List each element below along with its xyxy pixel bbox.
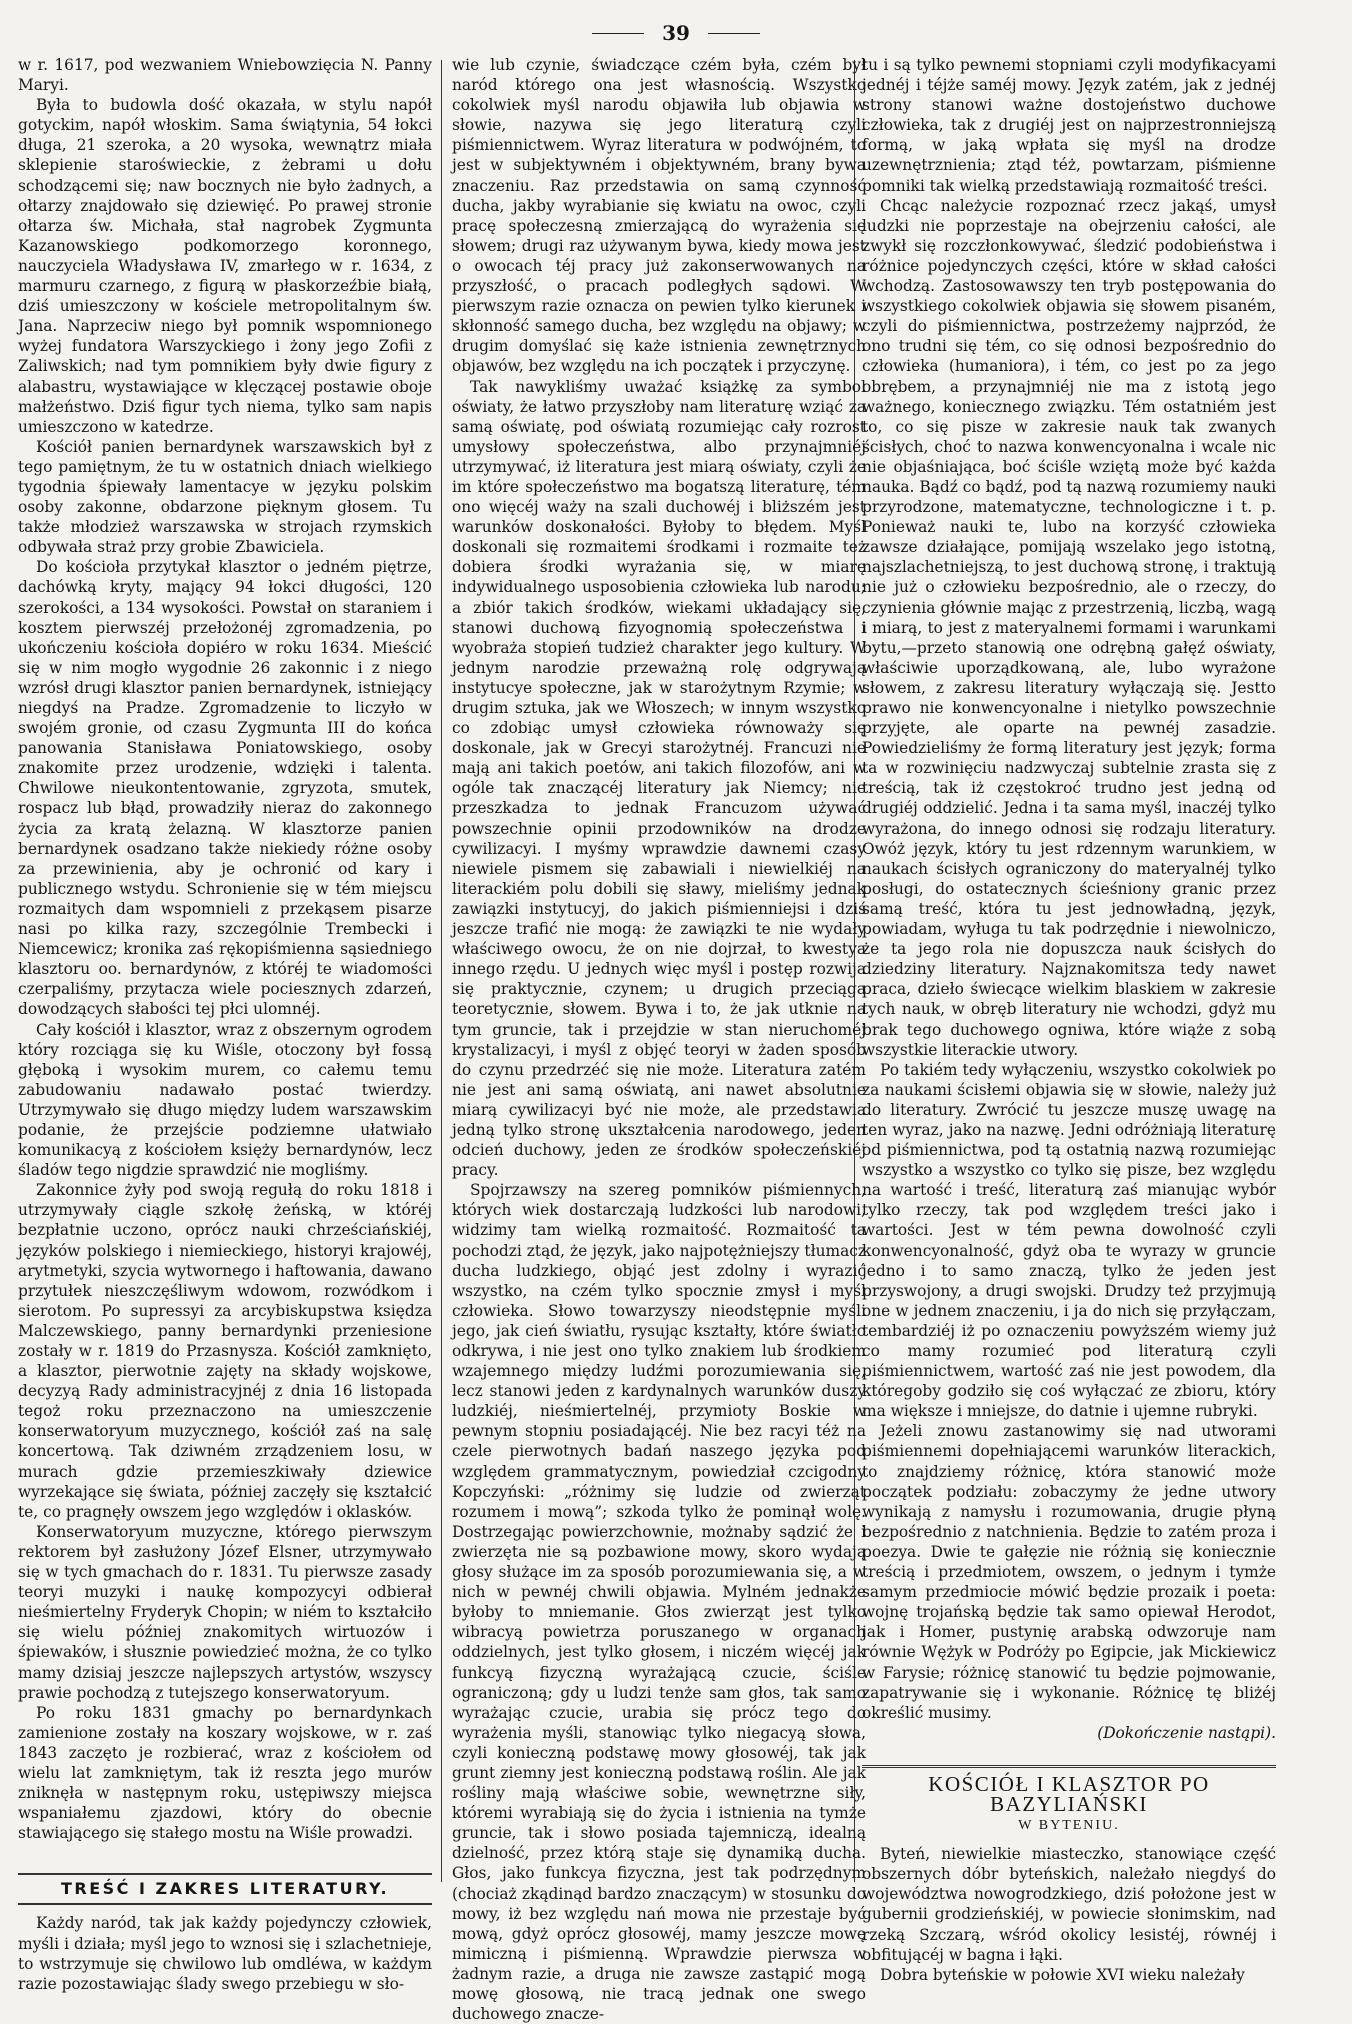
paragraph: Konserwatoryum muzyczne, którego pierwszym rektorem był zasłużony Józef Elsner, utrzymywało się w tych gmachach do r. 1831. Tu pierwsze zasady teoryi muzyki i naukę kompozycyi odbierał nieśmiertelny Fryderyk Chopin; w niém to kształciło się wielu później znakomitych wirtuozów i śpiewaków, i słusznie powiedzieć można, że co tylko mamy dzisiaj jeszcze najlepszych artystów, wszyscy prawie pochodzą z tutejszego konserwatoryum.	[18, 1522, 432, 1702]
paragraph: Po takiém tedy wyłączeniu, wszystko cokolwiek po za naukami ścisłemi objawia się w słowie, należy już do literatury. Zwrócić tu jeszcze muszę uwagę na ten wyraz, jako na nazwę. Jedni odróżniają literaturę od piśmiennictwa, pod tą ostatnią nazwą rozumiejąc wszystko a wszystko co tylko się pisze, bez względu na wartość i treść, literaturą zaś mianując wybór tylko rzeczy, tak pod względem treści jako i wartości. Jest w tém pewna dowolność czyli konwencyonalność, gdyż oba te wyrazy w gruncie jedno i to samo znaczą, tylko że jeden jest przyswojony, a drugi swojski. Drudzy też przyjmują one w jednem znaczeniu, i ja do nich się przyłączam, tembardziéj iż po oznaczeniu powyższém wiemy już co mamy rozumieć pod literaturą czyli piśmiennictwem, wartość zaś nie jest powodem, dla któregoby godziło się coś wyłączać ze zbioru, który ma większe i mniejsze, do datnie i ujemne rubryki.	[862, 1060, 1276, 1421]
paragraph: Kościół panien bernardynek warszawskich był z tego pamiętnym, że tu w ostatnich dniach wielkiego tygodnia śpiewały lamentacye w języku polskim osoby zakonne, obdarzone pięknym głosem. Tu także młodzież warszawska w strojach rzymskich odbywała straż przy grobie Zbawiciela.	[18, 437, 432, 557]
paragraph: Tak nawykliśmy uważać książkę za symbol oświaty, że łatwo przyszłoby nam literaturę wziąć za samą oświatę, pod oświatą rozumiejąc cały rozrost umysłowy społeczeństwa, albo przynajmniéj utrzymywać, iż literatura jest miarą oświaty, czyli że im które społeczeństwo ma bogatszą literaturę, tém ono więcéj waży na szali duchowéj i bliższém jest warunków doskonałości. Byłoby to błędem. Myśl doskonali się rozmaitemi środkami i rozmaite też dobiera środki wyrażania się, w miarę indywidualnego usposobienia człowieka lub narodu; a zbiór takich środków, wiekami układający się, stanowi duchową fizyognomią społeczeństwa i wyobraża stopień tudzież charakter jego kultury. W jednym narodzie przeważną rolę odgrywają instytucye społeczne, jak w starożytnym Rzymie; w drugim sztuka, jak we Włoszech; w innym wszystko co zdobiąc umysł człowieka równoważy się doskonale, jak w Grecyi starożytnéj. Francuzi nie mają ani takich poetów, ani takich filozofów, ani w ogóle tak znaczącéj literatury jak Niemcy; nie przeszkadza to jednak Francuzom używać powszechnie opinii przodowników na drodze cywilizacyi. I myśmy wprawdzie dawnemi czasy niewiele pismem się zabawiali i niewielkiéj na literackiém polu dobili się sławy, mieliśmy jednak zawiązki instytucyj, do jakich piśmienniejsi i dziś jeszcze trafić nie mogą: że zawiązki te nie wydały właściwego owocu, że on nie dojrzał, to kwestya innego rzędu. U jednych więc myśl i postęp rozwija się praktycznie, czynem; u drugich przeciąga teoretycznie, słowem. Bywa i to, że jak utknie na tym gruncie, tak i przejdzie w stan nieruchoméj krystalizacyi, i myśl z objęć teoryi w żaden sposób do czynu przedrzéć się nie może. Literatura zatém nie jest ani samą oświatą, ani nawet absolutnie miarą cywilizacyi być nie może, ale przedstawia jedną tylko stronę ukształcenia narodowego, jeden odcień duchowy, jeden ze środków społeczeńskiéj pracy.	[452, 377, 866, 1180]
continuation-note: (Dokończenie nastąpi).	[1097, 1723, 1276, 1742]
paragraph: w r. 1617, pod wezwaniem Wniebowzięcia N. Panny Maryi.	[18, 56, 432, 95]
paragraph: Jeżeli znowu zastanowimy się nad utworami piśmiennemi dopełniającemi warunków literackich, to znajdziemy różnicę, która stanowić może początek podziału: zobaczymy że jedne utwory wynikają z namysłu i rozumowania, drugie płyną bezpośrednio z natchnienia. Będzie to zatém proza i poezya. Dwie te gałęzie nie różnią się koniecznie treścią i przedmiotem, owszem, o jednym i tymże samym przedmiocie mówić będzie prozaik i poeta: wojnę trojańską będzie tak samo opiewał Herodot, jak i Homer, pustynię arabską odwzoruje nam równie Wężyk w Podróży po Egipcie, jak Mickiewicz w Farysie; różnicę stanowić tu będzie pojmowanie, zapatrywanie się i wykonanie. Różnicę tę bliżéj określić musimy.	[862, 1422, 1276, 1722]
page-header	[0, 18, 1352, 48]
header-dash-left	[592, 33, 644, 34]
column-3	[862, 55, 1276, 1984]
section-title-kosciol: KOŚCIÓŁ I KLASZTOR PO BAZYLIAŃSKI	[862, 1765, 1276, 1814]
paragraph: Każdy naród, tak jak każdy pojedynczy człowiek, myśli i działa; myśl jego to wznosi się i szlachetnieje, to wstrzymuje się chwilowo lub omdléwa, w każdym razie pozostawiając ślady swego przebiegu w sło-	[18, 1914, 432, 1993]
column-2	[452, 55, 866, 2024]
section-subtitle-kosciol: W BYTENIU.	[1018, 1818, 1120, 1834]
page-number: 39	[662, 21, 690, 45]
paragraph: Dobra byteńskie w połowie XVI wieku należały	[880, 1965, 1245, 1984]
paragraph: Cały kościół i klasztor, wraz z obszernym ogrodem który rozciąga się ku Wiśle, otoczony był fossą głęboką i wysokim murem, co całemu temu zabudowaniu nadawało postać twierdzy. Utrzymywało się długo między ludem warszawskim podanie, że przejście podziemne ułatwiało komunikacyą z kościołem księży bernardynów, lecz śladów tego nigdzie sprawdzić nie mogliśmy.	[18, 1020, 432, 1180]
paragraph: Byteń, niewielkie miasteczko, stanowiące część obszernych dóbr byteńskich, należało niegdyś do województwa nowogrodzkiego, dziś położone jest w gubernii grodzieńskiéj, w powiecie słonimskim, nad rzeką Szczarą, wśród okolicy lesistéj, równéj i obfitującéj w bagna i łąki.	[862, 1845, 1276, 1964]
column-1	[18, 55, 432, 1993]
section-title-literatura: TREŚĆ I ZAKRES LITERATURY.	[18, 1873, 432, 1905]
paragraph: Zakonnice żyły pod swoją regułą do roku 1818 i utrzymywały ciągle szkołę żeńską, w któréj bezpłatnie uczono, oprócz nauki chrześciańskiéj, języków polskiego i niemieckiego, historyi krajowéj, arytmetyki, szycia wytwornego i haftowania, dawano przytułek nieszczęśliwym wdowom, rozwódkom i sierotom. Po supressyi za arcybiskupstwa księdza Malczewskiego, panny bernardynki przeniesione zostały w r. 1819 do Przasnysza. Kościół zamknięto, a klasztor, pierwotnie zajęty na składy wojskowe, decyzyą Rady administracyjnéj z dnia 16 listopada tegoż roku przeznaczono na umieszczenie konserwatoryum muzycznego, kościół zaś na salę koncertową. Tak dziwném zrządzeniem losu, w murach gdzie przemieszkiwały dziewice wyrzekające się świata, później zaczęły się kształcić te, co pragnęły owszem jego względów i oklasków.	[18, 1181, 432, 1521]
paragraph: Do kościoła przytykał klasztor o jedném piętrze, dachówką kryty, mający 94 łokci długości, 120 szerokości, a 134 wysokości. Powstał on staraniem i kosztem pierwszéj przełożonéj zgromadzenia, po ukończeniu kościoła dopiéro w roku 1634. Mieścić się w nim mogło wygodnie 26 zakonnic i z niego wzrósł drugi klasztor panien bernardynek, istniejący niegdyś na Pradze. Zgromadzenie to liczyło w swojém gronie, od czasu Zygmunta III do końca panowania Stanisława Poniatowskiego, osoby znakomite przez urodzenie, wdzięki i talenta. Chwilowe nieukontentowanie, zgryzota, smutek, rospacz lub błąd, prowadziły nieraz do zakonnego życia za kratą żelazną. W klasztorze panien bernardynek osadzano także niekiedy różne osoby za przewinienia, aby je ochronić od kary i publicznego wstydu. Schronienie się w tém miejscu rozmaitych dam wspomnieli z przekąsem pisarze nasi po kilka razy, szczególnie Trembecki i Niemcewicz; kronika zaś rękopiśmienna sąsiedniego klasztoru oo. bernardynów, z któréj te wiadomości czerpaliśmy, przytacza wiele pociesznych zdarzeń, dowodzących słabości tej płci ulomnéj.	[18, 558, 432, 1019]
paragraph: Chcąc należycie rozpoznać rzecz jakąś, umysł ludzki nie poprzestaje na obejrzeniu całości, ale zwykł się rozczłonkowywać, śledzić podobieństwa i różnice pojedynczych części, które w skład całości wchodzą. Zastosowawszy ten tryb postępowania do wszystkiego cokolwiek objawia się słowem pisaném, czyli do piśmiennictwa, postrzeżemy najprzód, że ono trudni się tém, co się odnosi bezpośrednio do człowieka (humaniora), i tém, co jest po za jego obrębem, a przynajmniéj nie ma z istotą jego ważnego, koniecznego związku. Tém ostatniém jest to, co się pisze w zakresie nauk tak zwanych ścisłych, choć to nazwa konwencyonalna i wcale nic nie objaśniająca, boć ściśle wziętą może być każda nauka. Bądź co bądź, pod tą nazwą rozumiemy nauki przyrodzone, matematyczne, technologiczne i t. p. Ponieważ nauki te, lubo na korzyść człowieka zawsze działające, pomijają wszelako jego istotną, najszlachetniejszą, to jest duchową stronę, i traktują nie już o człowieku bezpośrednio, ale o rzeczy, do czynienia głównie mając z przestrzenią, liczbą, wagą i miarą, to jest z materyalnemi formami i warunkami bytu,—przeto stanowią one odrębną gałęź oświaty, właściwie uporządkowaną, ale, lubo wyrażone słowem, z zakresu literatury wyłączają się. Jestto prawo nie konwencyonalne i nietylko powszechnie przyjęte, ale oparte na pewnéj zasadzie. Powiedzieliśmy że formą literatury jest język; forma ta w rozwinięciu nadzwyczaj subtelnie zrasta się z treścią, tak iż częstokroć trudno jest jedną od drugiéj oddzielić. Jedna i ta sama myśl, inaczéj tylko wyrażona, do innego odnosi się rodzaju literatury. Owóż język, który tu jest rdzennym warunkiem, w naukach ścisłych ograniczony do materyalnéj tylko posługi, do ostatecznych ścieśniony granic przez samą treść, która tu jest jednowładną, język, powiadam, wyługa tu tak podrzędnie i niewolniczo, że ta jego rola nie dopuszcza nauk ścisłych do dziedziny literatury. Najznakomitsza tedy nawet praca, dzieło świecące wielkim blaskiem w zakresie tych nauk, w obręb literatury nie wchodzi, gdyż mu brak tego duchowego ogniwa, które wiąże z sobą wszystkie literackie utwory.	[862, 196, 1276, 1059]
paragraph: tu i są tylko pewnemi stopniami czyli modyfikacyami jednéj i téjże saméj mowy. Język zatém, jak z jednéj strony stanowi ważne dostojeństwo duchowe człowieka, tak z drugiéj jest on najprzestronniejszą formą, w jaką wpłata się myśl na drodze uzewnętrznienia; ztąd téż, powtarzam, piśmienne pomniki tak wielką przedstawiają rozmaitość treści.	[862, 56, 1276, 195]
paragraph: Po roku 1831 gmachy po bernardynkach zamienione zostały na koszary wojskowe, w r. zaś 1843 zaczęto je rozbierać, wraz z kościołem od wielu lat zamkniętym, tak iż reszta jego murów zniknęła w następnym roku, ustępiwszy miejsca wspaniałemu zjazdowi, który do obecnie stawiającego się stałego mostu na Wiśle prowadzi.	[18, 1703, 432, 1843]
paragraph: wie lub czynie, świadczące czém była, czém był naród którego ona jest własnością. Wszystko cokolwiek myśl narodu objawiła lub objawia w słowie, nazywa się jego literaturą czyli piśmiennictwem. Wyraz literatura w podwójném, to jest w subjektywném i objektywném, brany bywa znaczeniu. Raz przedstawia on samą czynność ducha, jakby wyrabianie się kwiatu na owoc, czyli pracę społeczesną zmierzającą do wyrażenia się słowem; drugi raz używanym bywa, kiedy mowa jest o owocach téj pracy już zakonserwowanych na przyszłość, o pracach podległych sądowi. W pierwszym razie oznacza on pewien tylko kierunek i skłonność samego ducha, bez względu na objawy; w drugim domyślać się każe istnienia zewnętrznych objawów, bez względu na ich początek i przyczynę.	[452, 56, 866, 376]
paragraph: Była to budowla dość okazała, w stylu napół gotyckim, napół włoskim. Sama świątynia, 54 łokci długa, 21 szeroka, a 20 wysoka, wewnątrz miała sklepienie staroświeckie, z żebrami u dołu schodzącemi się; naw bocznych nie było żadnych, a ołtarzy znajdowało się dziewięć. Po prawej stronie ołtarza św. Michała, stał nagrobek Zygmunta Kazanowskiego podkomorzego koronnego, nauczyciela Władysława IV, zmarłego w r. 1634, z marmuru czarnego, z figurą w płaskorzeźbie białą, dziś umieszczony w kościele metropolitalnym św. Jana. Naprzeciw niego był pomnik wspomnionego wyżej fundatora Warszyckiego i żony jego Zofii z Zaliwskich; nad tym pomnikiem były dwie figury z alabastru, wystawiające w klęczącej postawie oboje małżeństwo. Dziś figur tych niema, tylko sam napis umieszczono w katedrze.	[18, 96, 432, 436]
header-dash-right	[708, 33, 760, 34]
paragraph: Spojrzawszy na szereg pomników piśmiennych, których wiek dostarczają ludzkości lub narodowi, widzimy tam wielką rozmaitość. Rozmaitość ta pochodzi ztąd, że język, jako najpotężniejszy tłumacz ducha ludzkiego, objąć jest zdolny i wyrazić wszystko, na czém tylko spocznie zmysł i myśl człowieka. Słowo towarzyszy nieodstępnie myśli jego, jak cień światłu, rysując kształty, które światło odkrywa, i nie jest ono tylko znakiem lub środkiem wzajemnego między ludźmi porozumiewania się, lecz stanowi jeden z kardynalnych warunków duszy ludzkiéj, nieśmiertelnéj, przymioty Boskie w pewnym stopniu posiadającéj. Nie bez racyi téż na czele pierwotnych badań naszego języka pod względem grammatycznym, powiedział czcigodny Kopczyński: „różnimy się ludzie od zwierząt rozumem i mową”; szkoda tylko że pominął wolę. Dostrzegając powierzchownie, możnaby sądzić że i zwierzęta nie są pozbawione mowy, skoro wydają głosy służące im za sposób porozumiewania się, a w nich w pewnéj chwili objawia. Mylném jednakże byłoby to mniemanie. Głos zwierząt jest tylko wibracyą powietrza poruszanego w organach oddzielnych, jest tylko głosem, i niczém więcéj jak funkcyą fizyczną wyrażającą czucie, ściśle ograniczoną; gdy u ludzi tenże sam głos, tak samo wyrażając czucie, urabia się prócz tego do wyrażenia myśli, stanowiąc tylko niegacyą słowa, czyli konieczną podstawę mowy głosowéj, tak jak grunt ziemny jest konieczną podstawą roślin. Ale jak rośliny mają właściwe sobie, wewnętrzne siły, któremi wyrabiają się do życia i istnienia na tymże gruncie, tak i słowo posiada tajemniczą, idealną dzielność, przez którą staje się dynamiką ducha. Głos, jako funkcya fizyczna, jest tak podrzędnym (chociaż zkądinąd bardzo znaczącym) w stosunku do mowy, iż bez względu nań mowa nie przestaje być mową, gdyż oprócz głosowéj, mamy jeszcze mowę mimiczną i piśmienną. Wprawdzie pierwsza w żadnym razie, a druga nie zawsze zastąpić mogą mowę głosową, nie tracą jednak one swego duchowego znacze-	[452, 1181, 866, 2024]
column-divider-1	[441, 60, 442, 1882]
